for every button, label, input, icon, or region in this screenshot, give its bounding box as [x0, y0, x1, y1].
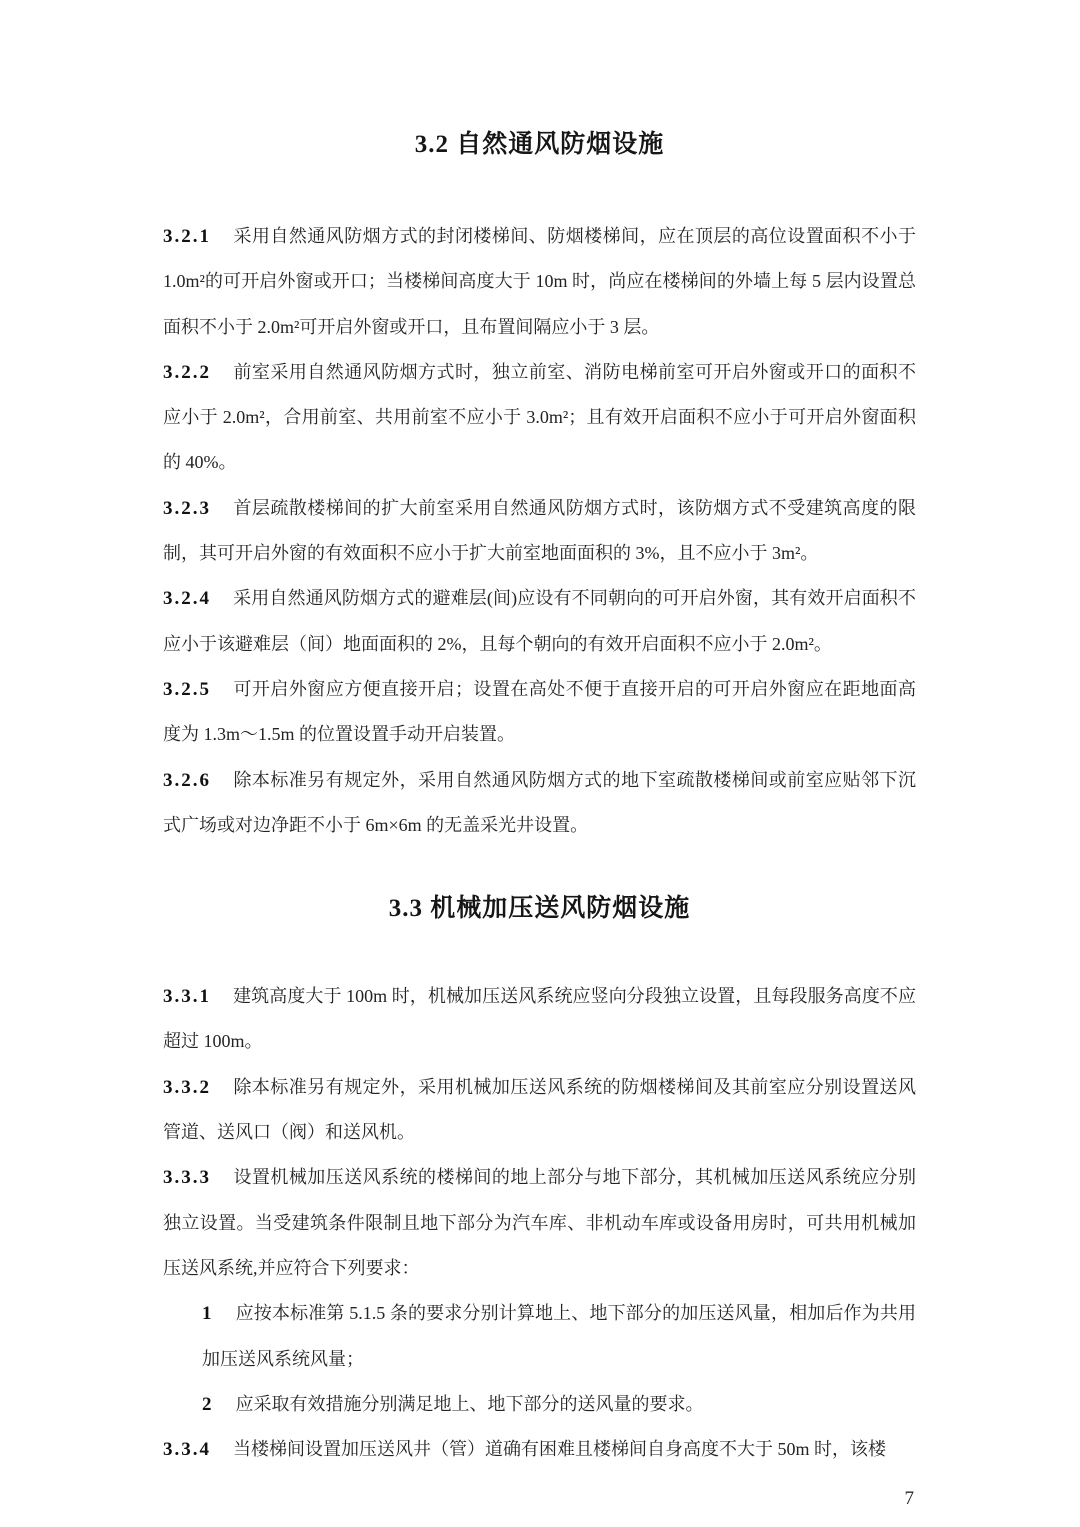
subclause-number: 1	[202, 1303, 212, 1325]
section-heading-3-2: 3.2 自然通风防烟设施	[414, 131, 665, 158]
clause-3-2-2	[163, 350, 916, 486]
clause-3-3-4	[163, 1427, 916, 1472]
page-number: 7	[904, 1488, 914, 1510]
clause-3-2-3	[163, 486, 916, 577]
subclause-number: 2	[202, 1393, 212, 1415]
section-heading-3-3: 3.3 机械加压送风防烟设施	[388, 895, 691, 923]
clause-number: 3.2.4	[163, 588, 211, 610]
clause-number: 3.3.3	[163, 1167, 211, 1189]
subclause-text: 应采取有效措施分别满足地上、地下部分的送风量的要求。	[235, 1393, 704, 1414]
clause-text: 除本标准另有规定外，采用自然通风防烟方式的地下室疏散楼梯间或前室应贴邻下沉式广场或对边净距不小于 6m×6m 的无盖采光井设置。	[163, 769, 916, 835]
clause-text: 当楼梯间设置加压送风井（管）道确有困难且楼梯间自身高度不大于 50m 时，该楼	[233, 1439, 886, 1460]
clause-3-3-1	[163, 974, 916, 1065]
clause-text: 首层疏散楼梯间的扩大前室采用自然通风防烟方式时，该防烟方式不受建筑高度的限制，其可开启外窗的有效面积不应小于扩大前室地面面积的 3%，且不应小于 3m²。	[163, 497, 916, 564]
clause-3-2-5	[163, 667, 916, 758]
subclause-text: 应按本标准第 5.1.5 条的要求分别计算地上、地下部分的加压送风量，相加后作为共用加压送风系统风量；	[202, 1303, 916, 1369]
clause-3-2-1	[163, 214, 916, 350]
clause-text: 采用自然通风防烟方式的封闭楼梯间、防烟楼梯间，应在顶层的高位设置面积不小于 1.0m²的可开启外窗或开口；当楼梯间高度大于 10m 时，尚应在楼梯间的外墙上每 5 层内设置总面积不小于 2.0m²可开启外窗或开口，且布置间隔应小于 3 层。	[163, 226, 916, 337]
page-footer	[163, 1476, 916, 1521]
section-natural-ventilation	[163, 126, 916, 848]
clause-text: 可开启外窗应方便直接开启；设置在高处不便于直接开启的可开启外窗应在距地面高度为 1.3m～1.5m 的位置设置手动开启装置。	[163, 678, 916, 745]
subclause-3-3-3-2	[163, 1382, 916, 1427]
clause-number: 3.3.4	[163, 1439, 211, 1461]
clause-text: 建筑高度大于 100m 时，机械加压送风系统应竖向分段独立设置，且每段服务高度不应超过 100m。	[163, 986, 916, 1052]
section-mechanical-pressurization	[163, 890, 916, 1472]
clause-3-3-2	[163, 1065, 916, 1156]
clause-text: 前室采用自然通风防烟方式时，独立前室、消防电梯前室可开启外窗或开口的面积不应小于 2.0m²，合用前室、共用前室不应小于 3.0m²；且有效开启面积不应小于可开启外窗面积的 40%。	[163, 361, 916, 473]
clause-number: 3.2.2	[163, 361, 211, 383]
clause-text: 采用自然通风防烟方式的避难层(间)应设有不同朝向的可开启外窗，其有效开启面积不应小于该避难层（间）地面面积的 2%，且每个朝向的有效开启面积不应小于 2.0m²。	[163, 588, 916, 654]
clause-number: 3.2.1	[163, 226, 211, 247]
subclause-3-3-3-1	[163, 1291, 916, 1382]
clause-text: 除本标准另有规定外，采用机械加压送风系统的防烟楼梯间及其前室应分别设置送风管道、送风口（阀）和送风机。	[163, 1076, 916, 1143]
clause-3-3-3	[163, 1155, 916, 1291]
clause-number: 3.2.3	[163, 497, 211, 519]
clause-number: 3.3.1	[163, 986, 211, 1008]
clause-text: 设置机械加压送风系统的楼梯间的地上部分与地下部分，其机械加压送风系统应分别独立设置。当受建筑条件限制且地下部分为汽车库、非机动车库或设备用房时，可共用机械加压送风系统,并应符合下列要求：	[163, 1167, 916, 1278]
clause-number: 3.2.6	[163, 769, 211, 791]
clause-3-2-4	[163, 576, 916, 667]
clause-number: 3.3.2	[163, 1076, 211, 1098]
clause-number: 3.2.5	[163, 678, 211, 700]
clause-3-2-6	[163, 758, 916, 849]
